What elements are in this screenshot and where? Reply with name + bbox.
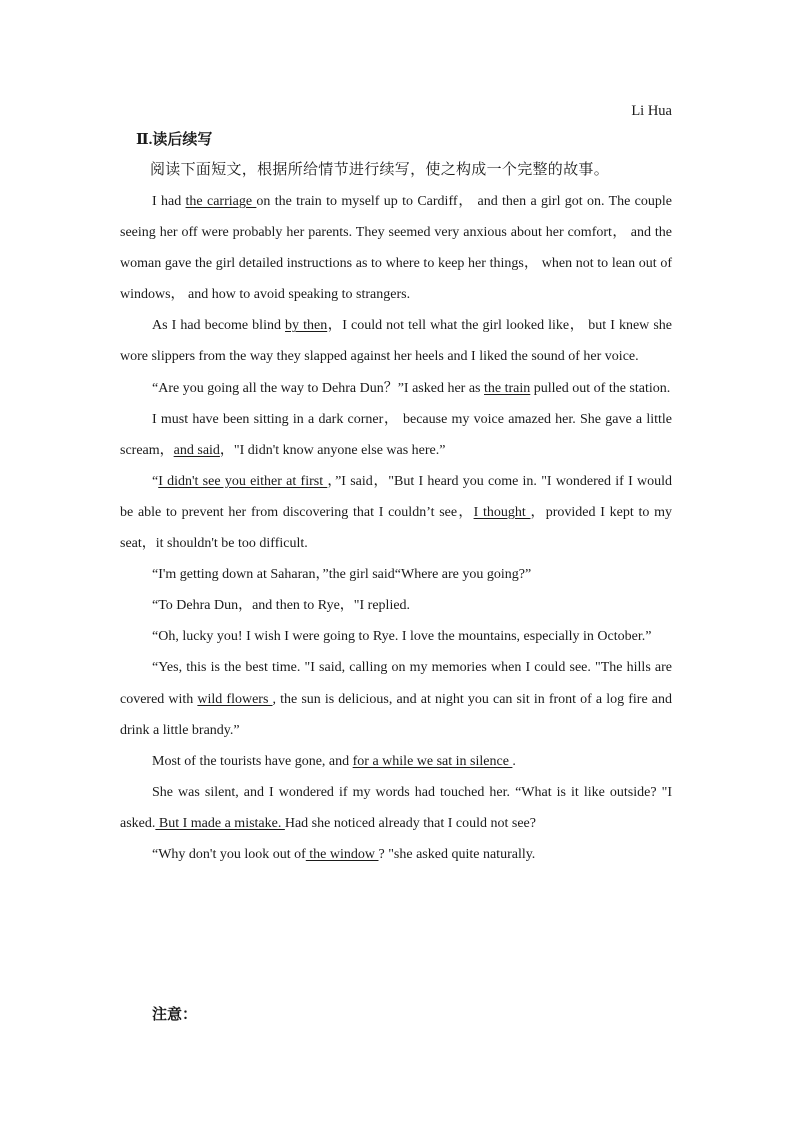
task-instruction: 阅读下面短文，根据所给情节进行续写，使之构成一个完整的故事。 [150,162,610,178]
story-paragraph [120,559,672,590]
author-name: Li Hua [631,103,672,119]
underlined-phrase: by then [285,318,328,334]
text-run: I had [152,194,186,209]
text-run: ，I could not tell what the girl looked like， but I knew she wore slippers from the way they slapped against her heels and I liked the sound of her voice. [120,318,673,365]
text-run: on the train to myself up to Cardiff， and then a girl got on. The couple seeing her off were probably her parents. They seemed very anxious about her comfort， and the woman gave the girl detailed instructions as to where to keep her things， when not to lean out of windows， and how to avoid speaking to strangers. [120,194,672,303]
text-run: Had she noticed already that I could not see? [284,815,536,831]
story-paragraph [120,746,672,777]
text-run: ，"I didn't know anyone else was here.” [219,442,446,458]
text-run: As I had become blind [152,318,286,334]
underlined-phrase: for a while we sat in silence [352,753,513,769]
story-text [120,186,672,870]
story-paragraph [120,404,672,466]
text-run: ? "she asked quite naturally. [378,846,536,862]
underlined-phrase: I didn't see you either at first [158,473,328,489]
story-paragraph [120,590,672,621]
underlined-phrase: and said [173,442,220,458]
story-paragraph [120,777,672,839]
underlined-phrase: the carriage [185,194,257,209]
underlined-phrase: the window [305,846,379,862]
story-paragraph [120,839,672,870]
text-run: She was silent, and I wondered if my words had touched her. “What is it like outside? "I asked. [120,784,672,831]
section-heading: Ⅱ.读后续写 [136,132,213,148]
story-paragraph [120,466,672,559]
underlined-phrase: the train [484,380,531,396]
text-run: ，provided I kept to my seat，it shouldn't be too difficult. [120,504,672,552]
story-paragraph [120,652,672,745]
story-paragraph [120,310,672,372]
text-run: , the sun is delicious, and at night you can sit in front of a log fire and drink a little brandy.” [120,691,672,738]
text-run: “ [152,473,159,489]
text-run: “Yes, this is the best time. "I said, calling on my memories when I could see. "The hills are covered with [120,660,672,707]
text-run: “Are you going all the way to Dehra Dun？”I asked her as [152,380,485,396]
underlined-phrase: But I made a mistake. [155,815,285,831]
underlined-phrase: I thought [473,504,531,520]
story-paragraph [120,186,672,310]
text-run: Most of the tourists have gone, and [152,753,353,769]
text-run: “Oh, lucky you! I wish I were going to Rye. I love the mountains, especially in October.” [152,629,652,645]
note-label: 注意： [152,1007,198,1023]
text-run: “I'm getting down at Saharan，”the girl said“Where are you going?” [152,567,532,583]
text-run: “To Dehra Dun，and then to Rye，"I replied. [152,598,411,614]
text-run: pulled out of the station. [530,380,671,396]
text-run: . [512,753,516,769]
text-run: “Why don't you look out of [152,846,306,862]
text-run: I must have been sitting in a dark corner， because my voice amazed her. She gave a little scream， [120,411,672,458]
underlined-phrase: wild flowers [197,691,273,707]
text-run: ，”I said，"But I heard you come in. "I wondered if I would be able to prevent her from discovering that I couldn’t see， [120,473,672,520]
story-paragraph [120,373,672,404]
story-paragraph [120,621,672,652]
